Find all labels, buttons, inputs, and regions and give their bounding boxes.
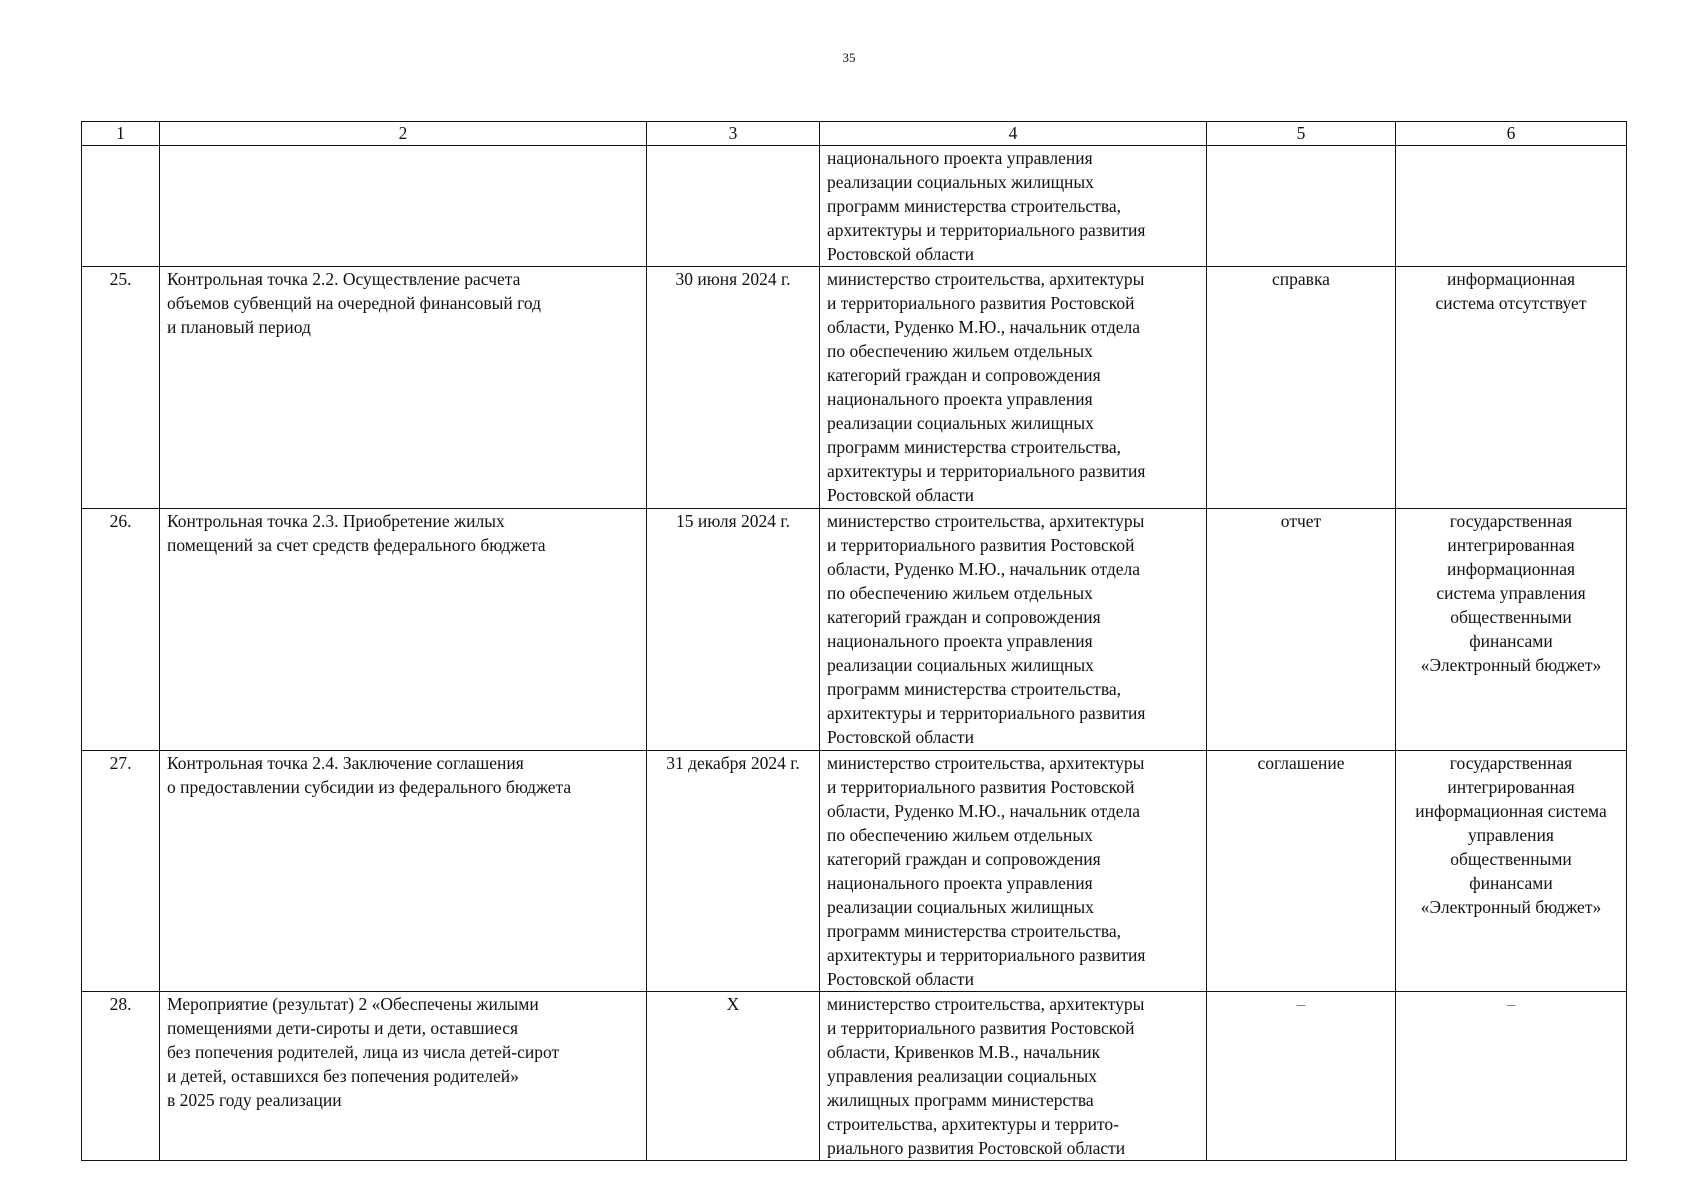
column-header-5: 5 xyxy=(1207,122,1396,146)
row-date: X xyxy=(647,992,820,1161)
row-title xyxy=(160,146,647,267)
row-number: 27. xyxy=(82,751,160,992)
row-title: Контрольная точка 2.2. Осуществление расчета объемов субвенций на очередной финансовый год и плановый период xyxy=(160,267,647,509)
row-date: 15 июля 2024 г. xyxy=(647,509,820,751)
control-points-table xyxy=(81,121,1627,1161)
row-responsible: национального проекта управления реализации социальных жилищных программ министерства строительства, архитектуры и территориального развития Ростовской области xyxy=(820,146,1207,267)
column-header-6: 6 xyxy=(1396,122,1627,146)
column-header-1: 1 xyxy=(82,122,160,146)
row-title: Контрольная точка 2.3. Приобретение жилых помещений за счет средств федерального бюджета xyxy=(160,509,647,751)
row-responsible: министерство строительства, архитектуры и территориального развития Ростовской области, Кривенков М.В., начальник управления реализации социальных жилищных программ министерства строительства, архитектуры и террито- риального развития Ростовской области xyxy=(820,992,1207,1161)
row-date xyxy=(647,146,820,267)
table-row xyxy=(82,267,1627,509)
row-responsible: министерство строительства, архитектуры и территориального развития Ростовской области, Руденко М.Ю., начальник отдела по обеспечению жильем отдельных категорий граждан и сопровождения национального проекта управления реализации социальных жилищных программ министерства строительства, архитектуры и территориального развития Ростовской области xyxy=(820,751,1207,992)
column-header-4: 4 xyxy=(820,122,1207,146)
row-document-type: справка xyxy=(1207,267,1396,509)
row-number: 25. xyxy=(82,267,160,509)
row-number xyxy=(82,146,160,267)
row-information-system xyxy=(1396,146,1627,267)
row-title: Мероприятие (результат) 2 «Обеспечены жилыми помещениями дети-сироты и дети, оставшиеся без попечения родителей, лица из числа детей-сирот и детей, оставшихся без попечения родителей» в 2025 году реализации xyxy=(160,992,647,1161)
row-date: 30 июня 2024 г. xyxy=(647,267,820,509)
column-number-row xyxy=(82,122,1627,146)
row-number: 26. xyxy=(82,509,160,751)
row-responsible: министерство строительства, архитектуры и территориального развития Ростовской области, Руденко М.Ю., начальник отдела по обеспечению жильем отдельных категорий граждан и сопровождения национального проекта управления реализации социальных жилищных программ министерства строительства, архитектуры и территориального развития Ростовской области xyxy=(820,509,1207,751)
row-title: Контрольная точка 2.4. Заключение соглашения о предоставлении субсидии из федерального бюджета xyxy=(160,751,647,992)
row-document-type: – xyxy=(1207,992,1396,1161)
row-document-type xyxy=(1207,146,1396,267)
table-row xyxy=(82,992,1627,1161)
row-responsible: министерство строительства, архитектуры и территориального развития Ростовской области, Руденко М.Ю., начальник отдела по обеспечению жильем отдельных категорий граждан и сопровождения национального проекта управления реализации социальных жилищных программ министерства строительства, архитектуры и территориального развития Ростовской области xyxy=(820,267,1207,509)
table-row xyxy=(82,509,1627,751)
row-document-type: отчет xyxy=(1207,509,1396,751)
table-row xyxy=(82,751,1627,992)
row-date: 31 декабря 2024 г. xyxy=(647,751,820,992)
row-information-system: государственная интегрированная информационная система управления общественными финансами «Электронный бюджет» xyxy=(1396,509,1627,751)
column-header-3: 3 xyxy=(647,122,820,146)
page-number: 35 xyxy=(842,50,856,65)
row-information-system: государственная интегрированная информационная система управления общественными финансами «Электронный бюджет» xyxy=(1396,751,1627,992)
row-information-system: информационная система отсутствует xyxy=(1396,267,1627,509)
row-information-system: – xyxy=(1396,992,1627,1161)
row-document-type: соглашение xyxy=(1207,751,1396,992)
table-row xyxy=(82,146,1627,267)
column-header-2: 2 xyxy=(160,122,647,146)
row-number: 28. xyxy=(82,992,160,1161)
